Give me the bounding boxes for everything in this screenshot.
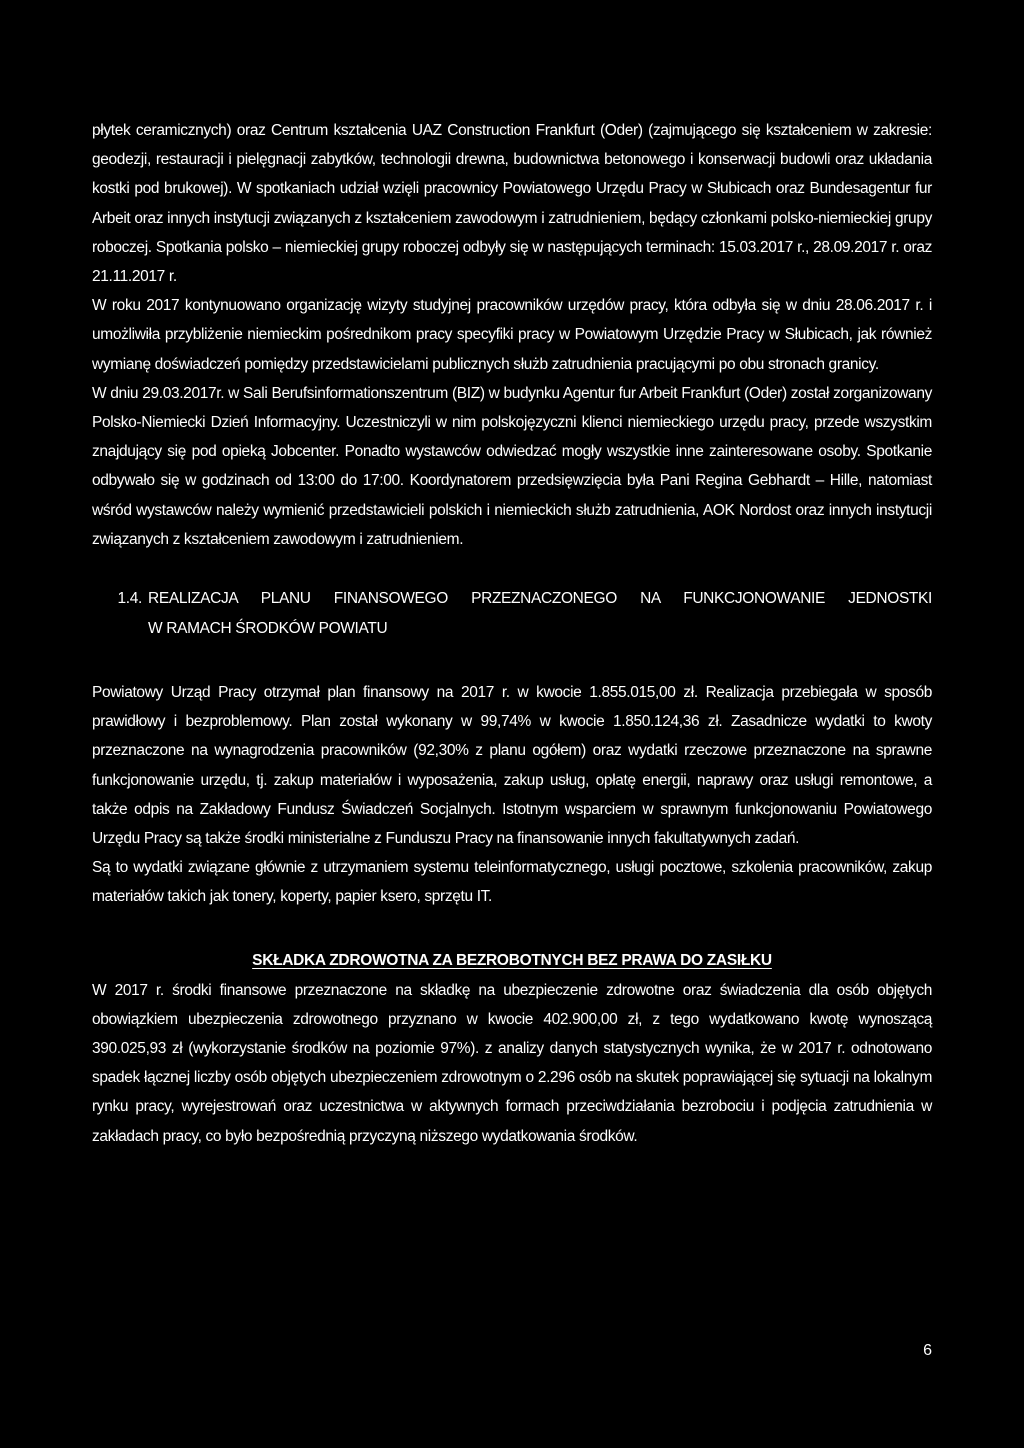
section-heading-line2: W RAMACH ŚRODKÓW POWIATU xyxy=(148,620,388,638)
document-page xyxy=(92,116,932,1151)
section-heading-text xyxy=(148,584,932,644)
paragraph-health-contribution: W 2017 r. środki finansowe przeznaczone na składkę na ubezpieczenie zdrowotne oraz świadczenia dla osób objętych obowiązkiem ubezpieczenia zdrowotnego przyznano w kwocie 402.900,00 zł, z tego wydatkowano kwotę wynoszącą 390.025,93 zł (wykorzystanie środków na poziomie 97%). z analizy danych statystycznych wynika, że w 2017 r. odnotowano spadek łącznej liczby osób objętych ubezpieczeniem zdrowotnym o 2.296 osób na skutek poprawiającej się sytuacji na lokalnym rynku pracy, wyrejestrowań oraz uczestnictwa w aktywnych formach przeciwdziałania bezrobociu i podjęcia zatrudnienia w zakładach pracy, co było bezpośrednią przyczyną niższego wydatkowania środków. xyxy=(92,981,932,1145)
paragraph-info-day: W dniu 29.03.2017r. w Sali Berufsinformationszentrum (BIZ) w budynku Agentur fur Arbeit Frankfurt (Oder) został zorganizowany Polsko-Niemiecki Dzień Informacyjny. Uczestniczyli w nim polskojęzyczni klienci niemieckiego urzędu pracy, przede wszystkim znajdujący się pod opieką Jobcenter. Ponadto wystawców odwiedzać mogły wszystkie inne zainteresowane osoby. Spotkanie odbywało się w godzinach od 13:00 do 17:00. Koordynatorem przedsięwzięcia była Pani Regina Gebhardt – Hille, natomiast wśród wystawców należy wymienić przedstawicieli polskich i niemieckich służb zatrudnienia, AOK Nordost oraz innych instytucji związanych z kształceniem zawodowym i zatrudnieniem. xyxy=(92,384,932,548)
section-heading-line1: REALIZACJA PLANU FINANSOWEGO PRZEZNACZONEGO NA FUNKCJONOWANIE JEDNOSTKI xyxy=(148,590,932,608)
section-title-health: SKŁADKA ZDROWOTNA ZA BEZROBOTNYCH BEZ PRAWA DO ZASIŁKU xyxy=(252,951,772,969)
paragraph-partnership: płytek ceramicznych) oraz Centrum kształcenia UAZ Construction Frankfurt (Oder) (zajmującego się kształceniem w zakresie: geodezji, restauracji i pielęgnacji zabytków, technologii drewna, budownictwa betonowego i konserwacji budowli oraz układania kostki pod brukowej). W spotkaniach udział wzięli pracownicy Powiatowego Urzędu Pracy w Słubicach oraz Bundesagentur fur Arbeit oraz innych instytucji związanych z kształceniem zawodowym i zatrudnieniem, będący członkami polsko-niemieckiej grupy roboczej. Spotkania polsko – niemieckiej grupy roboczej odbyły się w następujących terminach: 15.03.2017 r., 28.09.2017 r. oraz 21.11.2017 r. xyxy=(92,122,932,286)
page-number: 6 xyxy=(923,1342,932,1359)
paragraph-expenses: Są to wydatki związane głównie z utrzymaniem systemu teleinformatycznego, usługi pocztowe, szkolenia pracowników, zakup materiałów takich jak tonery, koperty, papier ksero, sprzętu IT. xyxy=(92,859,932,906)
paragraph-finance-plan: Powiatowy Urząd Pracy otrzymał plan finansowy na 2017 r. w kwocie 1.855.015,00 zł. Realizacja przebiegała w sposób prawidłowy i bezproblemowy. Plan został wykonany w 99,74% w kwocie 1.850.124,36 zł. Zasadnicze wydatki to kwoty przeznaczone na wynagrodzenia pracowników (92,30% z planu ogółem) oraz wydatki rzeczowe przeznaczone na sprawne funkcjonowanie urzędu, tj. zakup materiałów i wyposażenia, zakup usług, opłatę energii, naprawy oraz usługi remontowe, a także odpis na Zakładowy Fundusz Świadczeń Socjalnych. Istotnym wsparciem w sprawnym funkcjonowaniu Powiatowego Urzędu Pracy są także środki ministerialne z Funduszu Pracy na finansowanie innych fakultatywnych zadań. xyxy=(92,684,932,848)
section-heading xyxy=(92,584,932,644)
paragraph-study-visit: W roku 2017 kontynuowano organizację wizyty studyjnej pracowników urzędów pracy, która odbyła się w dniu 28.06.2017 r. i umożliwiła przybliżenie niemieckim pośrednikom pracy specyfiki pracy w Powiatowym Urzędzie Pracy w Słubicach, jak również wymianę doświadczeń pomiędzy przedstawicielami publicznych służb zatrudnienia pracującymi po obu stronach granicy. xyxy=(92,297,932,373)
section-number: 1.4. xyxy=(117,590,142,608)
